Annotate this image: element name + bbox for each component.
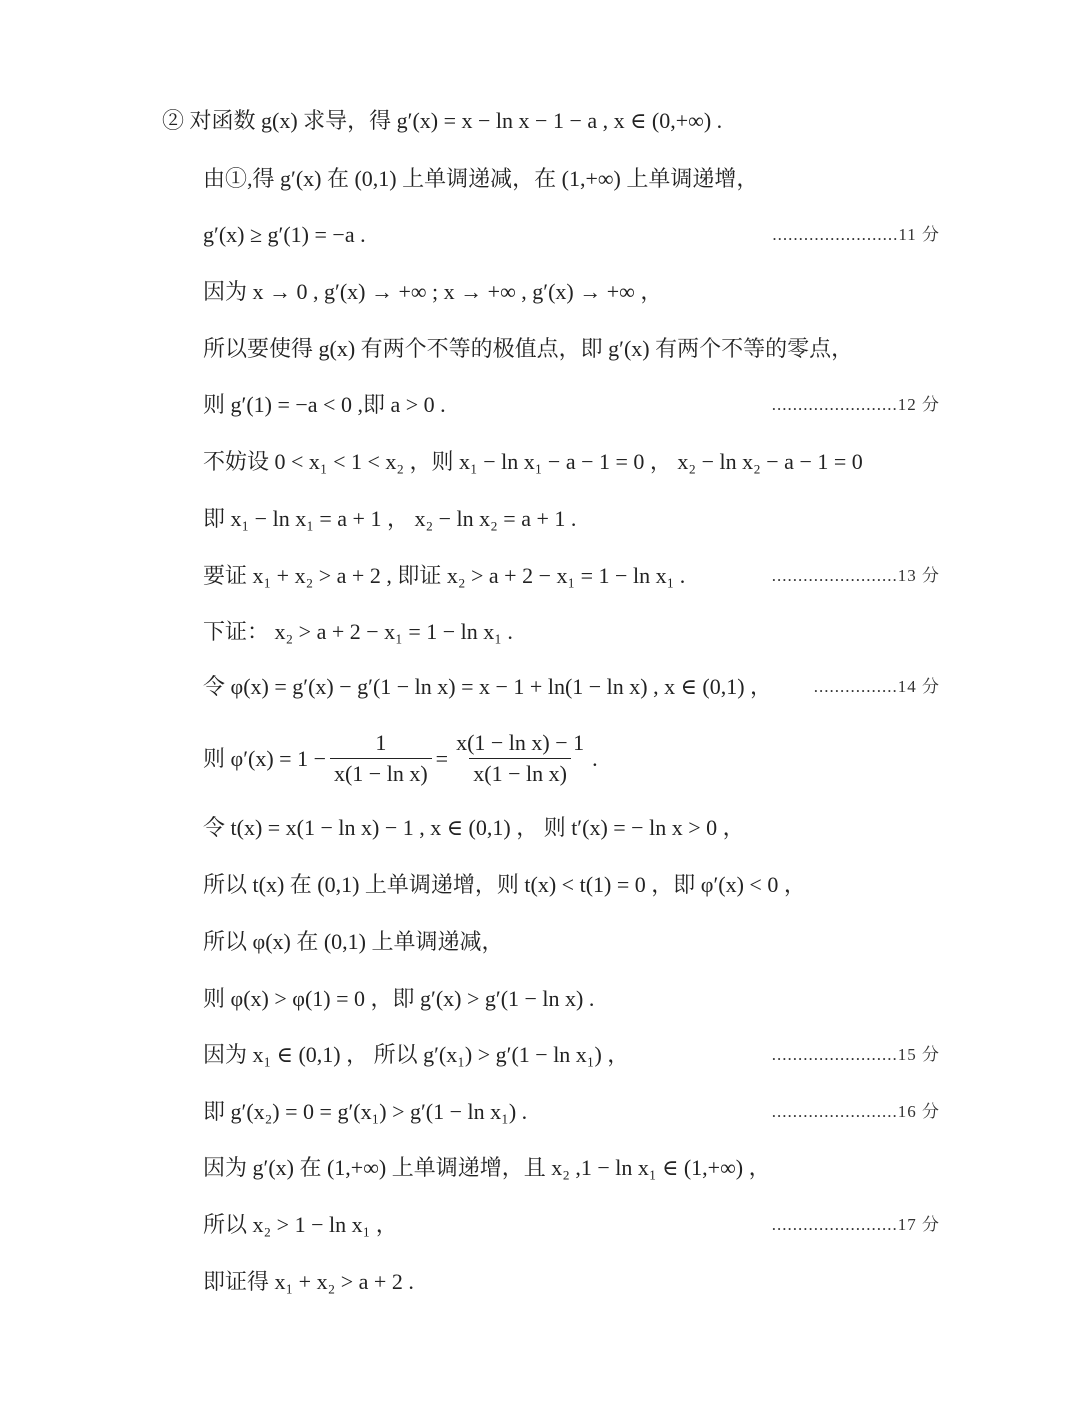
- line-conclusion: 即证得 x₁ + x₂ > a + 2 .: [203, 1269, 414, 1294]
- line-phi-decreasing: 所以 φ(x) 在 (0,1) 上单调递减，: [203, 929, 504, 954]
- fraction-2-numerator: x(1 − ln x) − 1: [456, 730, 585, 755]
- line-a-positive: 则 g′(1) = −a < 0 ,即 a > 0 .: [203, 392, 446, 417]
- score-marker-13: ........................13 分: [771, 566, 940, 585]
- line-x2-bound: 所以 x₂ > 1 − ln x₁ ，: [203, 1212, 398, 1237]
- fraction-2-denominator: x(1 − ln x): [469, 758, 571, 787]
- score-marker-12: ........................12 分: [771, 395, 940, 414]
- line-define-t: 令 t(x) = x(1 − ln x) − 1 , x ∈ (0,1) ， 则 t′(x) = − ln x > 0 ，: [203, 815, 745, 840]
- phi-derivative-suffix: .: [592, 745, 598, 771]
- line-x1-interval: 因为 x₁ ∈ (0,1) ， 所以 g′(x₁) > g′(1 − ln x₁) ，: [203, 1042, 630, 1067]
- line-monotonicity: 由①,得 g′(x) 在 (0,1) 上单调递减，在 (1,+∞) 上单调递增，: [203, 166, 759, 191]
- score-marker-17: ........................17 分: [771, 1215, 940, 1234]
- line-increasing-domain: 因为 g′(x) 在 (1,+∞) 上单调递增，且 x₂ ,1 − ln x₁ ∈ (1,+∞) ，: [203, 1155, 771, 1180]
- score-marker-15: ........................15 分: [771, 1045, 940, 1064]
- line-equalities: 即 x₁ − ln x₁ = a + 1 ， x₂ − ln x₂ = a + 1 .: [203, 506, 577, 531]
- line-prove-below: 下证： x₂ > a + 2 − x₁ = 1 − ln x₁ .: [203, 619, 513, 644]
- line-min-value: g′(x) ≥ g′(1) = −a .: [203, 222, 366, 247]
- line-t-increasing: 所以 t(x) 在 (0,1) 上单调递增，则 t(x) < t(1) = 0 ，即 φ′(x) < 0 ，: [203, 872, 806, 897]
- phi-derivative-prefix: 则 φ′(x) = 1 −: [203, 745, 326, 771]
- score-marker-11: ........................11 分: [772, 225, 940, 244]
- line-chain-inequality: 即 g′(x₂) = 0 = g′(x₁) > g′(1 − ln x₁) .: [203, 1099, 528, 1124]
- score-marker-14: ................14 分: [813, 677, 940, 696]
- fraction-1-numerator: 1: [375, 730, 387, 755]
- line-define-phi: 令 φ(x) = g′(x) − g′(1 − ln x) = x − 1 + ln(1 − ln x) , x ∈ (0,1) ，: [203, 674, 773, 699]
- score-marker-16: ........................16 分: [771, 1102, 940, 1121]
- fraction-combined: [452, 730, 588, 787]
- line-phi-derivative: [203, 730, 598, 787]
- line-to-prove: 要证 x₁ + x₂ > a + 2 , 即证 x₂ > a + 2 − x₁ = 1 − ln x₁ .: [203, 563, 686, 588]
- fraction-one-over: [330, 730, 432, 787]
- line-limits: 因为 x → 0 , g′(x) → +∞ ; x → +∞ , g′(x) → +∞ ，: [203, 279, 663, 304]
- line-two-extrema: 所以要使得 g(x) 有两个不等的极值点，即 g′(x) 有两个不等的零点，: [203, 336, 854, 361]
- line-derivative-intro: ② 对函数 g(x) 求导，得 g′(x) = x − ln x − 1 − a , x ∈ (0,+∞) .: [162, 108, 723, 133]
- fraction-equals: =: [435, 745, 449, 771]
- line-assume-order: 不妨设 0 < x₁ < 1 < x₂ ，则 x₁ − ln x₁ − a − 1 = 0 ， x₂ − ln x₂ − a − 1 = 0: [203, 449, 863, 474]
- fraction-1-denominator: x(1 − ln x): [330, 758, 432, 787]
- line-phi-positive: 则 φ(x) > φ(1) = 0 ，即 g′(x) > g′(1 − ln x) .: [203, 986, 595, 1011]
